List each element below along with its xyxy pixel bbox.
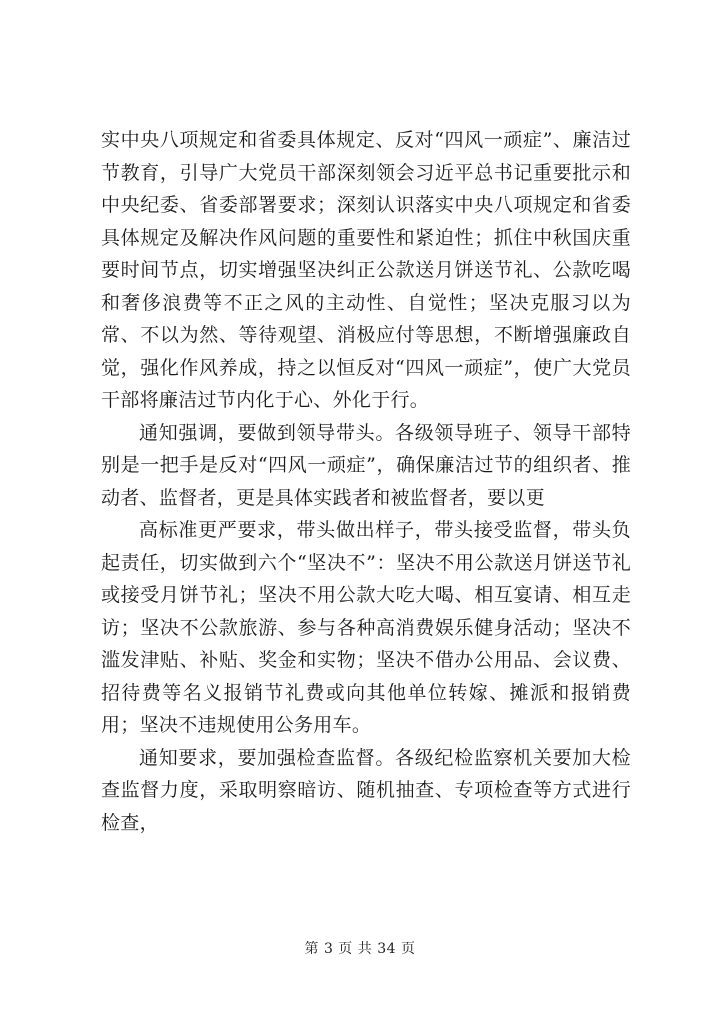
paragraph-4: 通知要求，要加强检查监督。各级纪检监察机关要加大检查监督力度，采取明察暗访、随机抽查、专项检查等方式进行检查， bbox=[101, 746, 631, 834]
paragraph-2: 通知强调，要做到领导带头。各级领导班子、领导干部特别是一把手是反对“四风一顽症”，确保廉洁过节的组织者、推动者、监督者，更是具体实践者和被监督者，要以更 bbox=[101, 421, 631, 509]
paragraph-3: 高标准更严要求，带头做出样子，带头接受监督，带头负起责任，切实做到六个“坚决不”：坚决不用公款送月饼送节礼或接受月饼节礼；坚决不用公款大吃大喝、相互宴请、相互走访；坚决不公款旅游、参与各种高消费娱乐健身活动；坚决不滥发津贴、补贴、奖金和实物；坚决不借办公用品、会议费、招待费等名义报销节礼费或向其他单位转嫁、摊派和报销费用；坚决不违规使用公务用车。 bbox=[101, 519, 631, 736]
document-body bbox=[101, 124, 631, 839]
page-number-footer: 第 3 页 共 34 页 bbox=[304, 941, 416, 957]
paragraph-1: 实中央八项规定和省委具体规定、反对“四风一顽症”、廉洁过节教育，引导广大党员干部深刻领会习近平总书记重要批示和中央纪委、省委部署要求；深刻认识落实中央八项规定和省委具体规定及解决作风问题的重要性和紧迫性；抓住中秋国庆重要时间节点，切实增强坚决纠正公款送月饼送节礼、公款吃喝和奢侈浪费等不正之风的主动性、自觉性；坚决克服习以为常、不以为然、等待观望、消极应付等思想，不断增强廉政自觉，强化作风养成，持之以恒反对“四风一顽症”，使广大党员干部将廉洁过节内化于心、外化于行。 bbox=[101, 129, 631, 411]
